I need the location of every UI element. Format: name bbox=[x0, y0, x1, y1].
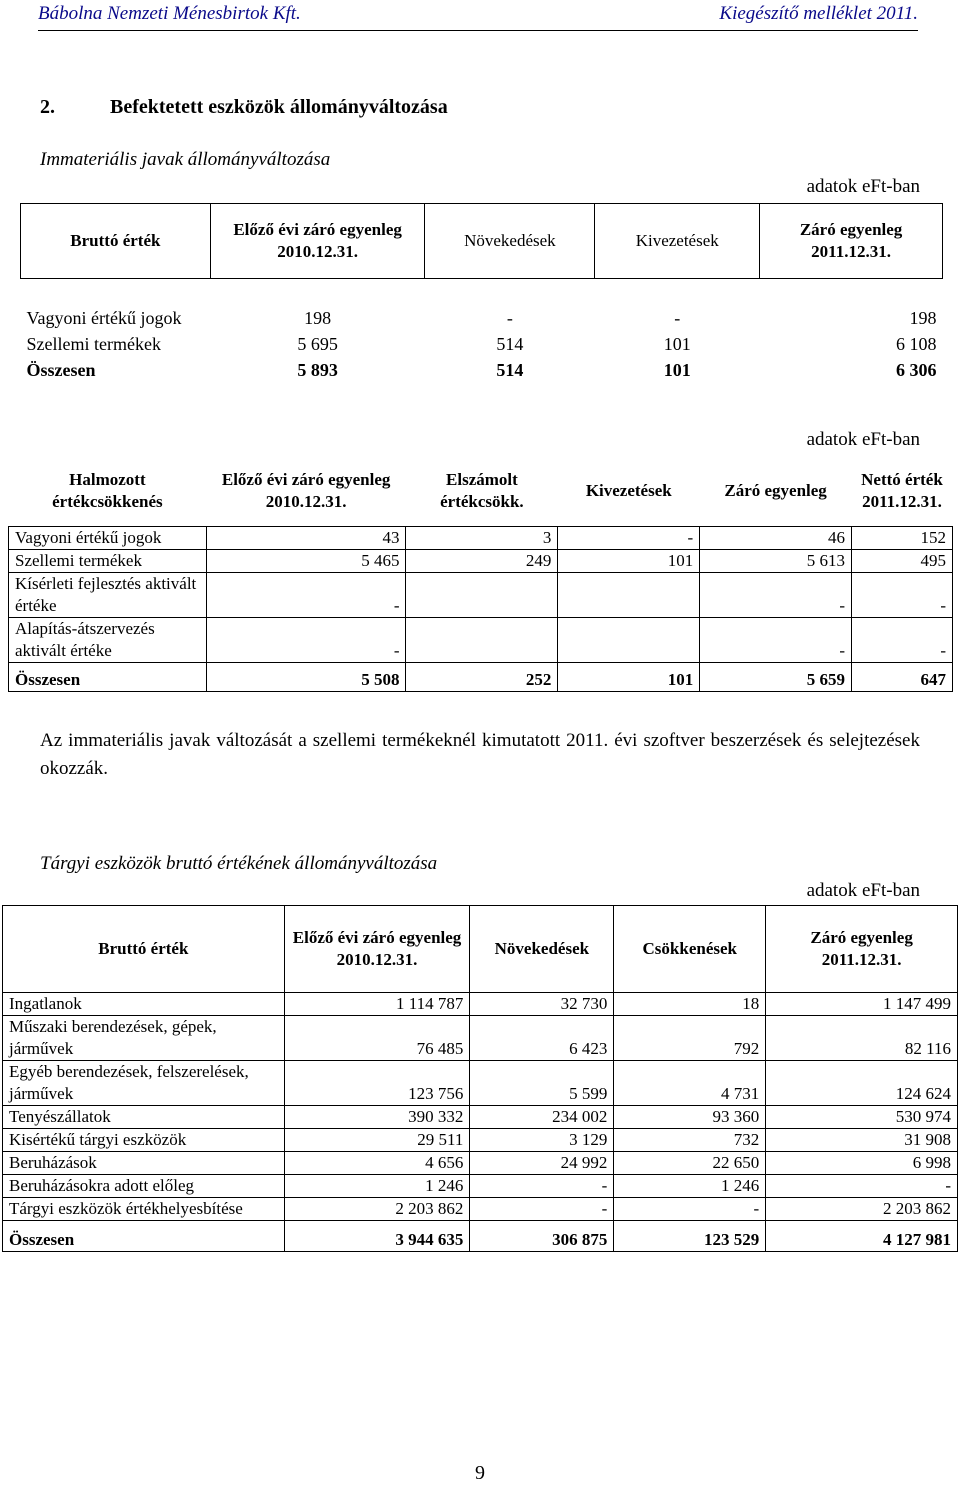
cell-value: 5 599 bbox=[470, 1061, 614, 1106]
row-label: Szellemi termékek bbox=[9, 550, 207, 573]
table-row bbox=[3, 1061, 958, 1106]
cell-value: 234 002 bbox=[470, 1106, 614, 1129]
cell-value bbox=[406, 618, 558, 663]
cell-value bbox=[558, 618, 700, 663]
table-row bbox=[21, 303, 943, 329]
cell-value: 1 246 bbox=[284, 1175, 470, 1198]
tangible-subtitle: Tárgyi eszközök bruttó értékének állományváltozása bbox=[40, 853, 438, 874]
column-header: Nettó érték 2011.12.31. bbox=[851, 456, 952, 527]
cell-value: 4 127 981 bbox=[766, 1221, 958, 1252]
cell-value: - bbox=[206, 573, 406, 618]
table-row bbox=[3, 1175, 958, 1198]
cell-value: - bbox=[700, 618, 852, 663]
row-label: Műszaki berendezések, gépek, járművek bbox=[3, 1016, 285, 1061]
column-header: Kivezetések bbox=[558, 456, 700, 527]
cell-value: 647 bbox=[851, 663, 952, 692]
row-label: Összesen bbox=[9, 663, 207, 692]
company-name: Bábolna Nemzeti Ménesbirtok Kft. bbox=[38, 3, 301, 24]
cell-value: 5 893 bbox=[297, 360, 338, 380]
cell-value: 101 bbox=[558, 550, 700, 573]
cell-value: 32 730 bbox=[470, 993, 614, 1016]
row-label: Tenyészállatok bbox=[3, 1106, 285, 1129]
cell-value: 252 bbox=[406, 663, 558, 692]
column-header: Előző évi záró egyenleg 2010.12.31. bbox=[210, 204, 425, 279]
table-row bbox=[9, 527, 953, 550]
table-row bbox=[21, 329, 943, 355]
column-header: Előző évi záró egyenleg 2010.12.31. bbox=[206, 456, 406, 527]
cell-value: - bbox=[674, 308, 681, 328]
table-total-row bbox=[9, 663, 953, 692]
cell-value: 495 bbox=[851, 550, 952, 573]
cell-value: 101 bbox=[663, 360, 691, 380]
table-header-row bbox=[3, 906, 958, 993]
cell-value bbox=[558, 573, 700, 618]
column-header: Növekedések bbox=[425, 204, 595, 279]
cell-value: 4 731 bbox=[614, 1061, 766, 1106]
cell-value: 101 bbox=[663, 334, 691, 354]
cell-value: - bbox=[470, 1175, 614, 1198]
section-heading bbox=[40, 96, 448, 119]
cell-value: - bbox=[700, 573, 852, 618]
cell-value: 732 bbox=[614, 1129, 766, 1152]
page-header bbox=[38, 0, 918, 30]
header-rule bbox=[38, 30, 918, 31]
intangible-table bbox=[20, 203, 943, 381]
table-row bbox=[3, 1106, 958, 1129]
table-row bbox=[3, 1198, 958, 1221]
column-header: Halmozott értékcsökkenés bbox=[9, 456, 207, 527]
cell-value: 18 bbox=[614, 993, 766, 1016]
intangible-unit: adatok eFt-ban bbox=[806, 176, 920, 197]
cell-value: 82 116 bbox=[766, 1016, 958, 1061]
table-row bbox=[9, 618, 953, 663]
cell-value: 101 bbox=[558, 663, 700, 692]
column-header: Záró egyenleg bbox=[700, 456, 852, 527]
cell-value: 1 114 787 bbox=[284, 993, 470, 1016]
cell-value: 2 203 862 bbox=[766, 1198, 958, 1221]
column-header: Bruttó érték bbox=[21, 204, 211, 279]
cell-value: 76 485 bbox=[284, 1016, 470, 1061]
row-label: Összesen bbox=[26, 360, 96, 380]
table-row bbox=[3, 1016, 958, 1061]
cell-value: - bbox=[506, 308, 513, 328]
cell-value: 3 bbox=[406, 527, 558, 550]
cell-value: 3 944 635 bbox=[284, 1221, 470, 1252]
cell-value: 6 423 bbox=[470, 1016, 614, 1061]
column-header: Elszámolt értékcsökk. bbox=[406, 456, 558, 527]
row-label: Beruházások bbox=[3, 1152, 285, 1175]
row-label: Szellemi termékek bbox=[26, 334, 161, 354]
cell-value: 198 bbox=[304, 308, 332, 328]
row-label: Kísérleti fejlesztés aktivált értéke bbox=[9, 573, 207, 618]
cell-value: 5 695 bbox=[297, 334, 338, 354]
cell-value: 1 246 bbox=[614, 1175, 766, 1198]
cell-value: 6 306 bbox=[896, 360, 937, 380]
cell-value: 29 511 bbox=[284, 1129, 470, 1152]
table-row bbox=[3, 1129, 958, 1152]
cell-value: 31 908 bbox=[766, 1129, 958, 1152]
table-row bbox=[9, 573, 953, 618]
cell-value: - bbox=[206, 618, 406, 663]
section-number: 2. bbox=[40, 96, 55, 118]
cell-value: 152 bbox=[851, 527, 952, 550]
cell-value: 123 529 bbox=[614, 1221, 766, 1252]
column-header: Záró egyenleg 2011.12.31. bbox=[760, 204, 943, 279]
row-label: Vagyoni értékű jogok bbox=[9, 527, 207, 550]
cell-value: 24 992 bbox=[470, 1152, 614, 1175]
column-header: Előző évi záró egyenleg 2010.12.31. bbox=[284, 906, 470, 993]
tangible-unit: adatok eFt-ban bbox=[806, 880, 920, 901]
row-label: Ingatlanok bbox=[3, 993, 285, 1016]
cell-value: 306 875 bbox=[470, 1221, 614, 1252]
page-number: 9 bbox=[475, 1462, 485, 1484]
cell-value: 5 613 bbox=[700, 550, 852, 573]
explanation-paragraph: Az immateriális javak változását a szellemi termékeknél kimutatott 2011. évi szoftver beszerzések és selejtezések okozzák. bbox=[40, 730, 920, 779]
section-title: Befektetett eszközök állományváltozása bbox=[110, 96, 448, 118]
cell-value: 514 bbox=[496, 360, 524, 380]
depreciation-unit: adatok eFt-ban bbox=[806, 429, 920, 450]
cell-value: 2 203 862 bbox=[284, 1198, 470, 1221]
cell-value: 514 bbox=[496, 334, 524, 354]
table-total-row bbox=[21, 355, 943, 381]
table-total-row bbox=[3, 1221, 958, 1252]
column-header: Záró egyenleg 2011.12.31. bbox=[766, 906, 958, 993]
cell-value: 43 bbox=[206, 527, 406, 550]
row-label: Kisértékű tárgyi eszközök bbox=[3, 1129, 285, 1152]
document-title: Kiegészítő melléklet 2011. bbox=[719, 3, 918, 24]
column-header: Csökkenések bbox=[614, 906, 766, 993]
cell-value: 5 508 bbox=[206, 663, 406, 692]
cell-value: 124 624 bbox=[766, 1061, 958, 1106]
table-header-row bbox=[9, 456, 953, 527]
cell-value: 5 465 bbox=[206, 550, 406, 573]
cell-value: 4 656 bbox=[284, 1152, 470, 1175]
cell-value: 390 332 bbox=[284, 1106, 470, 1129]
cell-value: - bbox=[851, 573, 952, 618]
row-label: Vagyoni értékű jogok bbox=[26, 308, 182, 328]
cell-value: - bbox=[558, 527, 700, 550]
cell-value: - bbox=[766, 1175, 958, 1198]
intangible-subtitle: Immateriális javak állományváltozása bbox=[40, 149, 331, 170]
cell-value: 530 974 bbox=[766, 1106, 958, 1129]
cell-value: - bbox=[851, 618, 952, 663]
row-label: Alapítás-átszervezés aktivált értéke bbox=[9, 618, 207, 663]
cell-value: 3 129 bbox=[470, 1129, 614, 1152]
column-header: Kivezetések bbox=[595, 204, 760, 279]
cell-value: 93 360 bbox=[614, 1106, 766, 1129]
column-header: Bruttó érték bbox=[3, 906, 285, 993]
cell-value: 123 756 bbox=[284, 1061, 470, 1106]
cell-value: 6 108 bbox=[896, 334, 937, 354]
depreciation-table bbox=[8, 456, 953, 692]
row-label: Tárgyi eszközök értékhelyesbítése bbox=[3, 1198, 285, 1221]
cell-value: 22 650 bbox=[614, 1152, 766, 1175]
column-header: Növekedések bbox=[470, 906, 614, 993]
table-header-row bbox=[21, 204, 943, 279]
table-row bbox=[9, 550, 953, 573]
cell-value: 1 147 499 bbox=[766, 993, 958, 1016]
cell-value: 792 bbox=[614, 1016, 766, 1061]
row-label: Összesen bbox=[3, 1221, 285, 1252]
cell-value: 6 998 bbox=[766, 1152, 958, 1175]
table-row bbox=[3, 1152, 958, 1175]
tangible-table bbox=[2, 905, 958, 1252]
cell-value: 46 bbox=[700, 527, 852, 550]
table-row bbox=[3, 993, 958, 1016]
cell-value: - bbox=[470, 1198, 614, 1221]
cell-value: 198 bbox=[909, 308, 937, 328]
cell-value: 249 bbox=[406, 550, 558, 573]
row-label: Egyéb berendezések, felszerelések, járművek bbox=[3, 1061, 285, 1106]
row-label: Beruházásokra adott előleg bbox=[3, 1175, 285, 1198]
cell-value: - bbox=[614, 1198, 766, 1221]
cell-value bbox=[406, 573, 558, 618]
cell-value: 5 659 bbox=[700, 663, 852, 692]
